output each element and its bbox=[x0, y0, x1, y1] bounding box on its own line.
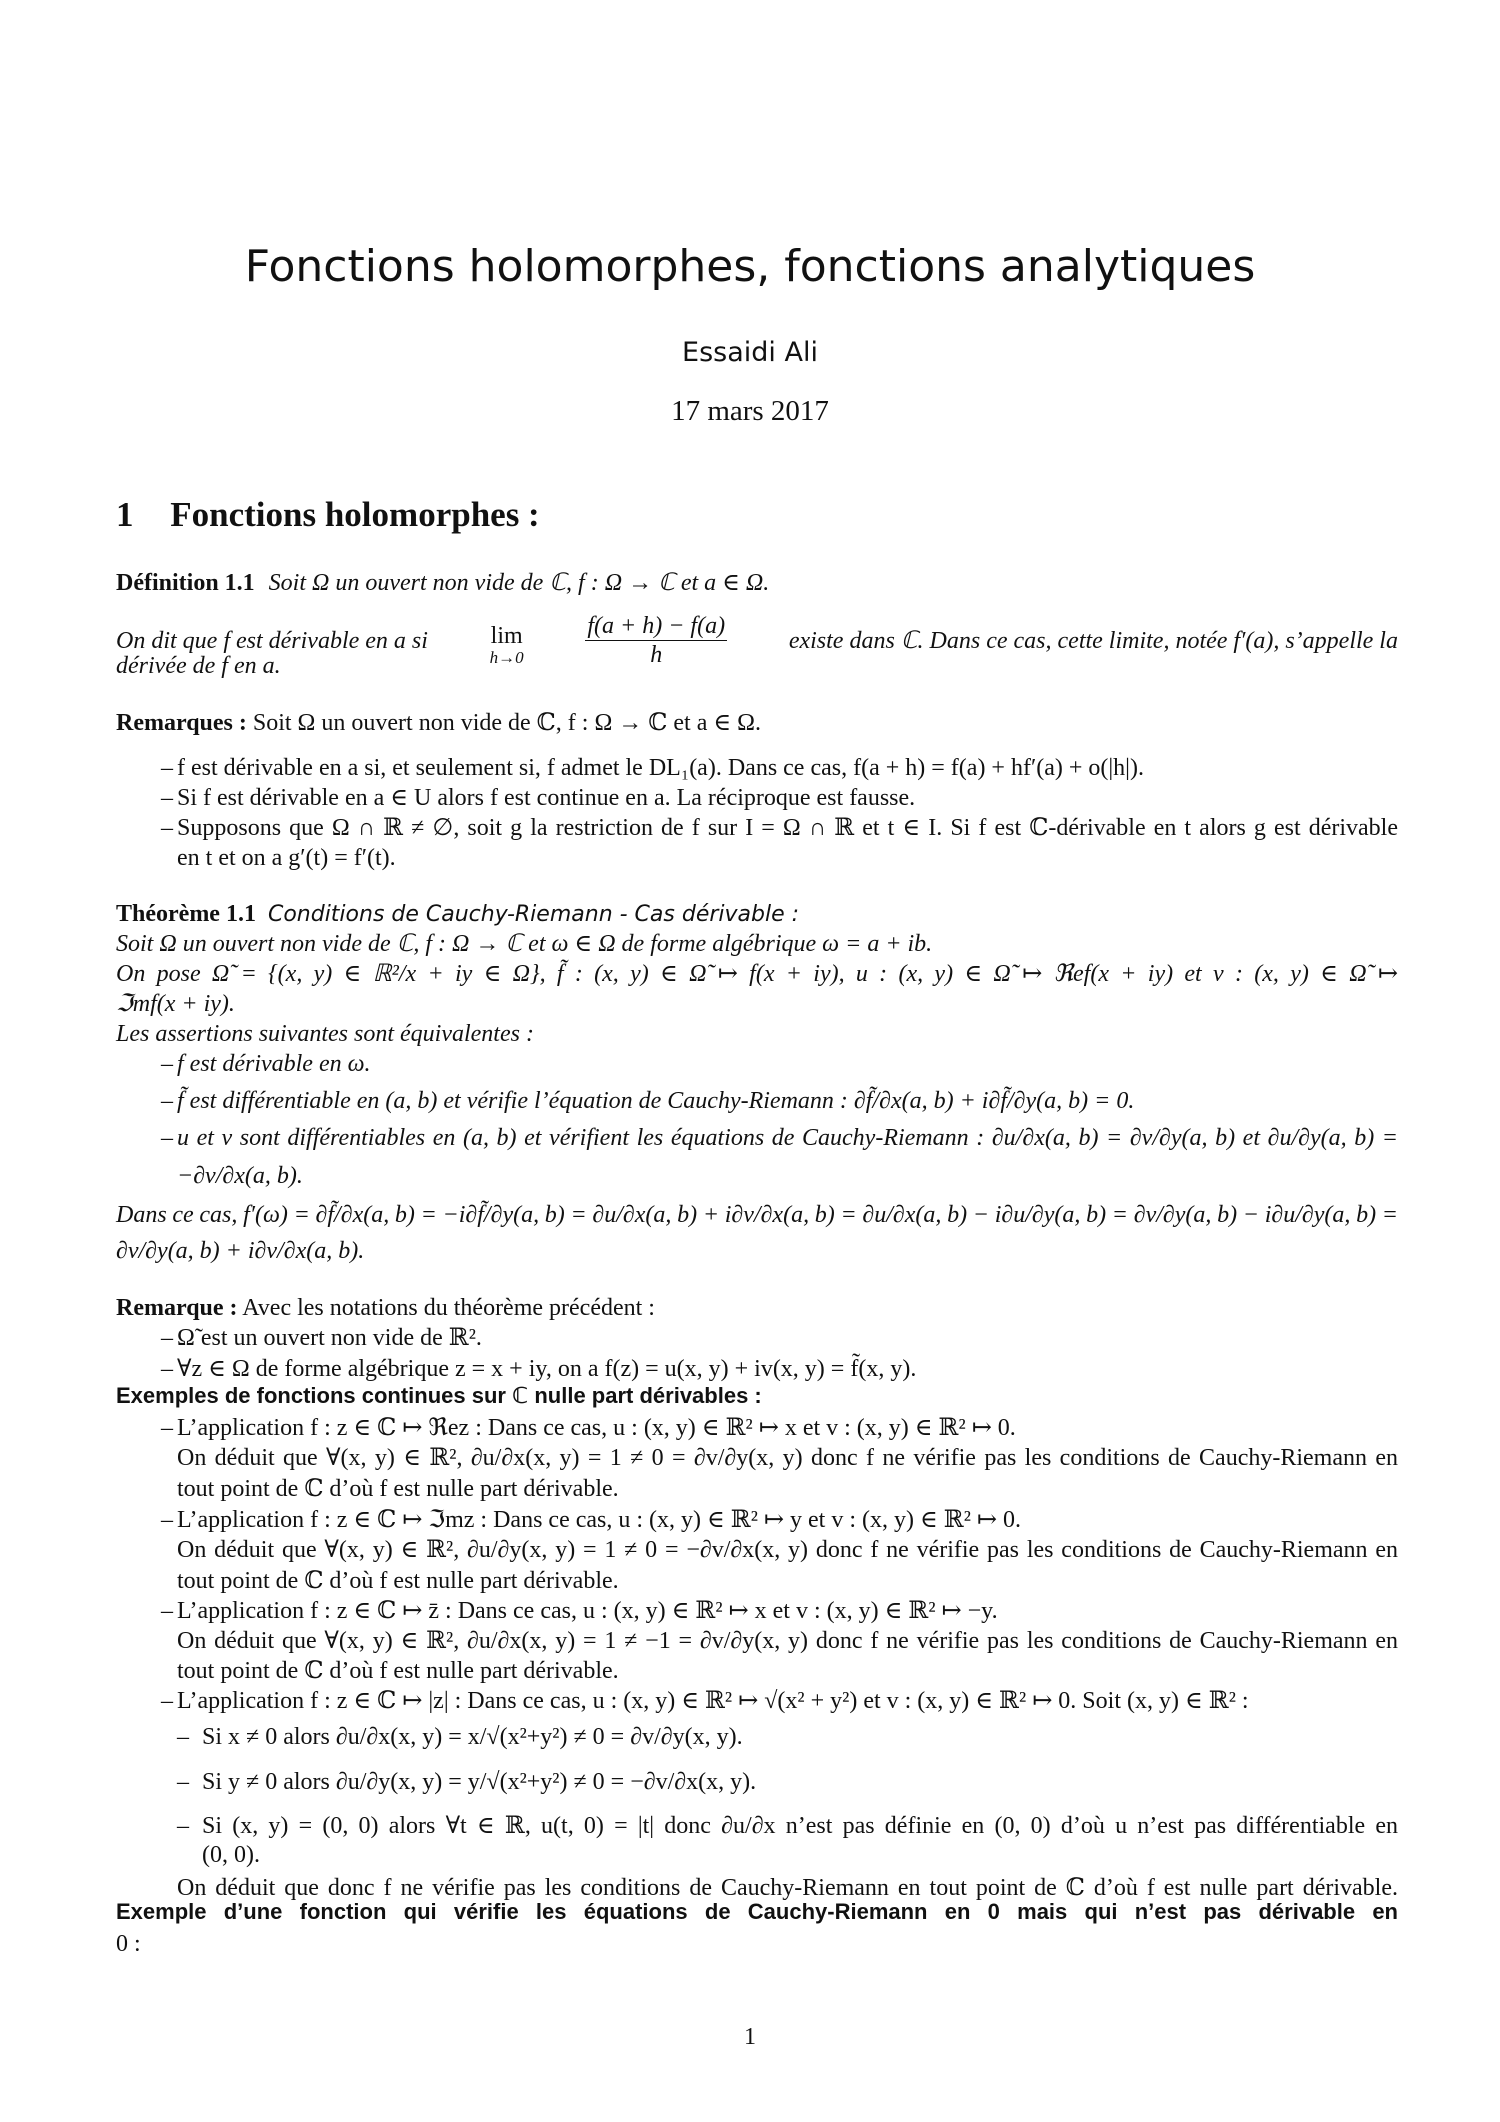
exemples-line: L’application f : z ∈ ℂ ↦ |z| : Dans ce cas, u : (x, y) ∈ ℝ² ↦ √(x² + y²) et v : (x, y) ∈ ℝ² ↦ 0. Soit (x, y) ∈ ℝ² : bbox=[177, 1688, 1249, 1714]
exemples-line: Si y ≠ 0 alors ∂u/∂y(x, y) = y/√(x²+y²) ≠ 0 = −∂v/∂x(x, y). bbox=[202, 1769, 757, 1795]
theorem-line: ∂v/∂y(a, b) + i∂v/∂x(a, b). bbox=[116, 1238, 365, 1264]
theorem-line: Soit Ω un ouvert non vide de ℂ, f : Ω → ℂ et ω ∈ Ω de forme algébrique ω = a + ib. bbox=[116, 931, 933, 957]
document-author: Essaidi Ali bbox=[682, 337, 818, 368]
list-bullet-dash: – bbox=[161, 815, 173, 841]
remarques-intro bbox=[116, 708, 761, 738]
remarque-text: Avec les notations du théorème précédent : bbox=[242, 1295, 655, 1321]
document-title: Fonctions holomorphes, fonctions analytiques bbox=[244, 241, 1256, 292]
list-bullet-dash: – bbox=[177, 1769, 189, 1795]
lim-subscript: h→0 bbox=[489, 647, 524, 667]
remarque-line: Ω̃ est un ouvert non vide de ℝ². bbox=[177, 1325, 482, 1351]
exemples-line: L’application f : z ∈ ℂ ↦ ℑmz : Dans ce cas, u : (x, y) ∈ ℝ² ↦ y et v : (x, y) ∈ ℝ² ↦ 0. bbox=[177, 1507, 1022, 1533]
exemples-line: On déduit que ∀(x, y) ∈ ℝ², ∂u/∂x(x, y) = 1 ≠ 0 = ∂v/∂y(x, y) donc f ne vérifie pas les conditions de Cauchy-Riemann en bbox=[177, 1445, 1398, 1471]
remarque-intro bbox=[116, 1293, 655, 1323]
remarques-line: Si f est dérivable en a ∈ U alors f est continue en a. La réciproque est fausse. bbox=[177, 785, 916, 811]
theorem-line: Dans ce cas, f′(ω) = ∂f̃/∂x(a, b) = −i∂f̃/∂y(a, b) = ∂u/∂x(a, b) + i∂v/∂x(a, b) = ∂u/∂x(a, b) − i∂u/∂y(a, b) = ∂v/∂y(a, b) − i∂u/∂y(a, b) = bbox=[116, 1202, 1398, 1228]
list-bullet-dash: – bbox=[161, 755, 173, 781]
exemples-line: Si x ≠ 0 alors ∂u/∂x(x, y) = x/√(x²+y²) ≠ 0 = ∂v/∂y(x, y). bbox=[202, 1724, 743, 1750]
exemple2-line: Exemple d’une fonction qui vérifie les équations de Cauchy-Riemann en 0 mais qui n’est pas dérivable en bbox=[116, 1899, 1398, 1924]
remarques-line: f est dérivable en a si, et seulement si, f admet le DL₁(a). Dans ce cas, f(a + h) = f(a) + hf′(a) + o(|h|). bbox=[177, 755, 1144, 781]
fraction-denominator: h bbox=[650, 642, 663, 668]
list-bullet-dash: – bbox=[177, 1813, 189, 1839]
exemples-line: On déduit que donc f ne vérifie pas les conditions de Cauchy-Riemann en tout point de ℂ d’où f est nulle part dérivable. bbox=[177, 1875, 1398, 1901]
fraction-numerator: f(a + h) − f(a) bbox=[587, 613, 726, 639]
exemples-line: (0, 0). bbox=[202, 1842, 260, 1868]
exemples-line: On déduit que ∀(x, y) ∈ ℝ², ∂u/∂y(x, y) = 1 ≠ 0 = −∂v/∂x(x, y) donc f ne vérifie pas les conditions de Cauchy-Riemann en bbox=[177, 1537, 1398, 1563]
theorem-line: Les assertions suivantes sont équivalentes : bbox=[116, 1021, 534, 1047]
exemples-line: L’application f : z ∈ ℂ ↦ z̄ : Dans ce cas, u : (x, y) ∈ ℝ² ↦ x et v : (x, y) ∈ ℝ² ↦ −y. bbox=[177, 1598, 998, 1624]
definition-line-2 bbox=[116, 612, 1398, 669]
remarque-line: ∀z ∈ Ω de forme algébrique z = x + iy, on a f(z) = u(x, y) + iv(x, y) = f̃(x, y). bbox=[177, 1356, 917, 1382]
exemples-line: On déduit que ∀(x, y) ∈ ℝ², ∂u/∂x(x, y) = 1 ≠ −1 = ∂v/∂y(x, y) donc f ne vérifie pas les conditions de Cauchy-Riemann en bbox=[177, 1628, 1398, 1654]
list-bullet-dash: – bbox=[161, 1356, 173, 1382]
theorem-line: u et v sont différentiables en (a, b) et vérifient les équations de Cauchy-Riemann : ∂u/∂x(a, b) = ∂v/∂y(a, b) et ∂u/∂y(a, b) = bbox=[177, 1125, 1398, 1151]
list-bullet-dash: – bbox=[161, 1688, 173, 1714]
theorem-line: ℑmf(x + iy). bbox=[116, 991, 235, 1017]
page-number: 1 bbox=[744, 2024, 756, 2050]
list-bullet-dash: – bbox=[161, 1125, 173, 1151]
list-bullet-dash: – bbox=[161, 1088, 173, 1114]
theorem-name: Conditions de Cauchy-Riemann - Cas dérivable : bbox=[267, 902, 800, 927]
theorem-line: f̃ est différentiable en (a, b) et vérifie l’équation de Cauchy-Riemann : ∂f̃/∂x(a, b) + i∂f̃/∂y(a, b) = 0. bbox=[177, 1088, 1135, 1114]
list-bullet-dash: – bbox=[161, 1598, 173, 1624]
definition-text: dérivée de f en a. bbox=[116, 653, 281, 679]
remarques-label: Remarques : bbox=[116, 710, 247, 736]
definition-label: Définition 1.1 bbox=[116, 570, 255, 596]
definition-text: Soit Ω un ouvert non vide de ℂ, f : Ω → ℂ et a ∈ Ω. bbox=[268, 570, 770, 596]
section-title: Fonctions holomorphes : bbox=[170, 495, 540, 534]
exemples-line: L’application f : z ∈ ℂ ↦ ℜez : Dans ce cas, u : (x, y) ∈ ℝ² ↦ x et v : (x, y) ∈ ℝ² ↦ 0. bbox=[177, 1415, 1016, 1441]
exemples-line: tout point de ℂ d’où f est nulle part dérivable. bbox=[177, 1476, 619, 1502]
theorem-label: Théorème 1.1 bbox=[116, 901, 256, 927]
definition-text: existe dans ℂ. Dans ce cas, cette limite, notée f′(a), s’appelle la bbox=[788, 627, 1398, 654]
theorem-line: −∂v/∂x(a, b). bbox=[177, 1163, 303, 1189]
list-bullet-dash: – bbox=[161, 1415, 173, 1441]
exemple2-line: 0 : bbox=[116, 1931, 141, 1957]
section-heading bbox=[116, 495, 540, 534]
remarques-text: Soit Ω un ouvert non vide de ℂ, f : Ω → ℂ et a ∈ Ω. bbox=[252, 710, 761, 736]
list-bullet-dash: – bbox=[161, 1325, 173, 1351]
lim-text: lim bbox=[490, 622, 523, 649]
document-date: 17 mars 2017 bbox=[671, 395, 829, 427]
limit-operator bbox=[489, 622, 524, 669]
theorem-line: On pose Ω̃ = {(x, y) ∈ ℝ²/x + iy ∈ Ω}, f̃ : (x, y) ∈ Ω̃ ↦ f(x + iy), u : (x, y) ∈ Ω̃ ↦ ℜef(x + iy) et v : (x, y) ∈ Ω̃ ↦ bbox=[116, 961, 1398, 987]
theorem-heading bbox=[116, 899, 799, 930]
theorem-line: f est dérivable en ω. bbox=[177, 1051, 371, 1077]
remarques-line: Supposons que Ω ∩ ℝ ≠ ∅, soit g la restriction de f sur I = Ω ∩ ℝ et t ∈ I. Si f est ℂ-dérivable en t alors g est dérivable bbox=[177, 815, 1398, 841]
definition-line-1 bbox=[116, 568, 769, 598]
fraction bbox=[585, 612, 727, 669]
remarques-line: en t et on a g′(t) = f′(t). bbox=[177, 845, 396, 871]
list-bullet-dash: – bbox=[161, 1051, 173, 1077]
remarque-label: Remarque : bbox=[116, 1295, 238, 1321]
list-bullet-dash: – bbox=[177, 1724, 189, 1750]
exemples-line: Exemples de fonctions continues sur ℂ nulle part dérivables : bbox=[116, 1383, 762, 1408]
list-bullet-dash: – bbox=[161, 785, 173, 811]
exemples-line: Si (x, y) = (0, 0) alors ∀t ∈ ℝ, u(t, 0) = |t| donc ∂u/∂x n’est pas définie en (0, 0) d’où u n’est pas différentiable en bbox=[202, 1813, 1398, 1839]
section-number: 1 bbox=[116, 495, 134, 534]
definition-text: On dit que f est dérivable en a si bbox=[116, 627, 428, 654]
exemples-line: tout point de ℂ d’où f est nulle part dérivable. bbox=[177, 1658, 619, 1684]
list-bullet-dash: – bbox=[161, 1507, 173, 1533]
exemples-line: tout point de ℂ d’où f est nulle part dérivable. bbox=[177, 1568, 619, 1594]
